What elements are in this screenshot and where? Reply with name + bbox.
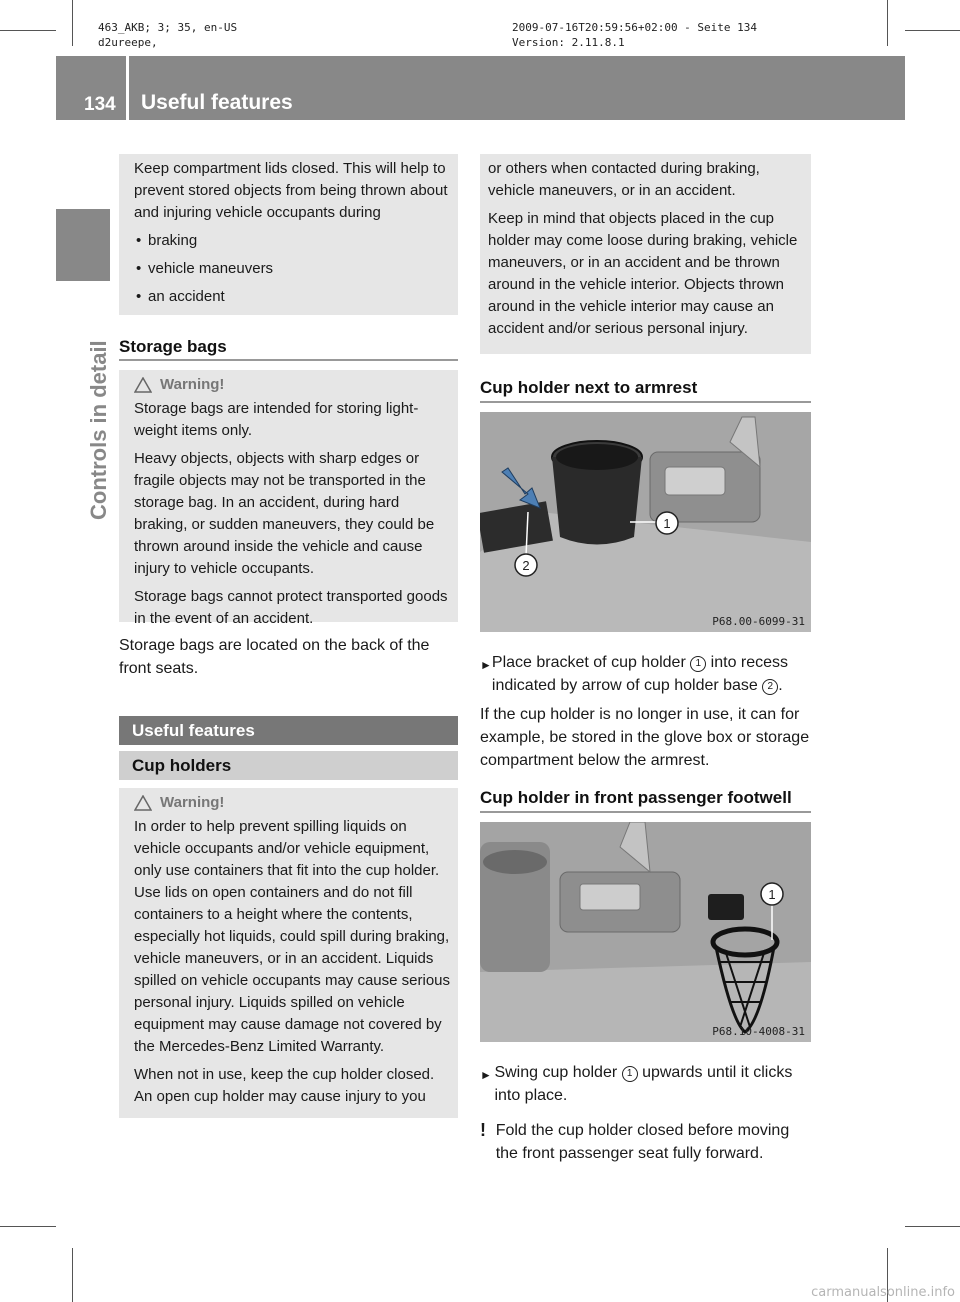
cup-holders-bar: Cup holders <box>119 751 458 780</box>
list-item: • vehicle maneuvers <box>134 258 450 280</box>
print-meta-line: 463_AKB; 3; 35, en-US <box>98 21 238 34</box>
heading-rule <box>480 401 811 403</box>
list-item: • braking <box>134 230 450 252</box>
side-tab-block <box>56 209 110 281</box>
warning-paragraph: In order to help prevent spilling liquids on vehicle occupants and/or vehicle equipment, only use containers that fit into the cup holder. Use lids on open containers and do not fill containers to a height where the contents, especially hot liquids, could spill during braking, vehicle maneuvers, or in an accident. Liquids spilled on vehicle occupants may cause serious personal injury. Liquids spilled on vehicle equipment may cause damage not covered by the Mercedes-Benz Limited Warranty. <box>134 818 451 1055</box>
compartment-note-text: Keep compartment lids closed. This will help to prevent stored objects from being thrown about and injuring vehicle occupants during <box>134 160 448 221</box>
callout-1: 1 <box>663 516 671 531</box>
callout-1: 1 <box>768 887 776 902</box>
warning-title-text: Warning! <box>160 794 225 811</box>
side-tab-label: Controls in detail <box>86 340 111 520</box>
instruction-step <box>480 651 813 697</box>
crop-mark <box>0 30 56 31</box>
footwell-note <box>480 1119 813 1165</box>
warning-title-text: Warning! <box>160 376 225 393</box>
warning-paragraph: Storage bags are intended for storing light-weight items only. <box>134 400 419 439</box>
note-text: Fold the cup holder closed before moving the front passenger seat fully forward. <box>495 1122 790 1162</box>
footwell-heading: Cup holder in front passenger footwell <box>480 788 792 807</box>
warning-paragraph: When not in use, keep the cup holder closed. An open cup holder may cause injury to you <box>134 1066 435 1105</box>
list-item-text: an accident <box>148 288 225 305</box>
watermark: carmanualsonline.info <box>811 1285 955 1300</box>
footwell-instruction <box>480 1061 813 1107</box>
print-meta-line: d2ureepe, <box>98 36 158 49</box>
storage-warning-box <box>119 370 458 627</box>
warning-paragraph: Heavy objects, objects with sharp edges or fragile objects may not be transported in the storage bag. In an accident, during hard braking, or sudden maneuvers, they could be thrown around inside the vehicle and cause injury to vehicle occupants. <box>134 450 435 577</box>
page-number: 134 <box>84 94 116 115</box>
crop-mark <box>905 30 960 31</box>
heading-rule <box>119 359 458 361</box>
list-item: • an accident <box>134 286 450 308</box>
figure-code: P68.10-4008-31 <box>712 1025 805 1038</box>
storage-bags-heading: Storage bags <box>119 337 227 356</box>
instruction-step <box>480 1061 813 1107</box>
compartment-note-box <box>119 154 458 315</box>
step-text: Swing cup holder 1 upwards until it clicks into place. <box>494 1064 793 1104</box>
callout-ref: 1 <box>690 656 706 672</box>
armrest-instruction <box>480 651 813 697</box>
storage-location-text: Storage bags are located on the back of the front seats. <box>119 637 430 677</box>
header-divider <box>126 56 129 120</box>
page-title: Useful features <box>141 91 293 114</box>
warning-triangle-icon <box>134 795 152 811</box>
list-item-text: braking <box>148 232 198 249</box>
warning-paragraph: Storage bags cannot protect transported goods in the event of an accident. <box>134 588 448 627</box>
step-text: Place bracket of cup holder 1 into recess indicated by arrow of cup holder base 2 . <box>491 654 789 694</box>
print-meta-line: 2009-07-16T20:59:56+02:00 - Seite 134 <box>512 21 758 34</box>
callout-2: 2 <box>522 558 530 573</box>
callout-ref: 2 <box>762 679 778 695</box>
armrest-cup-holder-figure <box>480 412 811 632</box>
warning-paragraph: Keep in mind that objects placed in the cup holder may come loose during braking, vehicle maneuvers, or in an accident and be thrown around in the vehicle interior. Objects thrown around in the vehicle interior may cause an accident and/or serious personal injury. <box>488 210 798 337</box>
warning-triangle-icon <box>134 377 152 393</box>
armrest-heading: Cup holder next to armrest <box>480 378 698 397</box>
armrest-cup-holder-illustration <box>480 412 811 632</box>
crop-mark <box>72 1248 73 1302</box>
warning-title <box>134 374 452 396</box>
armrest-note: If the cup holder is no longer in use, it can for example, be stored in the glove box or storage compartment below the armrest. <box>480 706 810 769</box>
step-arrow-icon: ► <box>480 1068 492 1082</box>
note-row <box>480 1119 813 1165</box>
list-item-text: vehicle maneuvers <box>148 260 274 277</box>
crop-mark <box>72 0 73 46</box>
useful-features-bar: Useful features <box>119 716 458 745</box>
print-meta-right <box>512 20 757 50</box>
crop-mark <box>887 0 888 46</box>
warning-paragraph: or others when contacted during braking, vehicle maneuvers, or in an accident. <box>488 160 760 199</box>
crop-mark <box>0 1226 56 1227</box>
footwell-cup-holder-illustration <box>480 822 811 1042</box>
warning-title <box>134 792 452 814</box>
crop-mark <box>905 1226 960 1227</box>
exclamation-icon: ! <box>480 1120 486 1140</box>
heading-rule <box>480 811 811 813</box>
callout-ref: 1 <box>622 1066 638 1082</box>
print-meta-line: Version: 2.11.8.1 <box>512 36 625 49</box>
print-meta-left <box>98 20 237 50</box>
footwell-cup-holder-figure <box>480 822 811 1042</box>
step-arrow-icon: ► <box>480 658 492 672</box>
cup-warning-box <box>119 788 458 1118</box>
cup-warning-continued-box <box>480 154 811 354</box>
figure-code: P68.00-6099-31 <box>712 615 805 628</box>
